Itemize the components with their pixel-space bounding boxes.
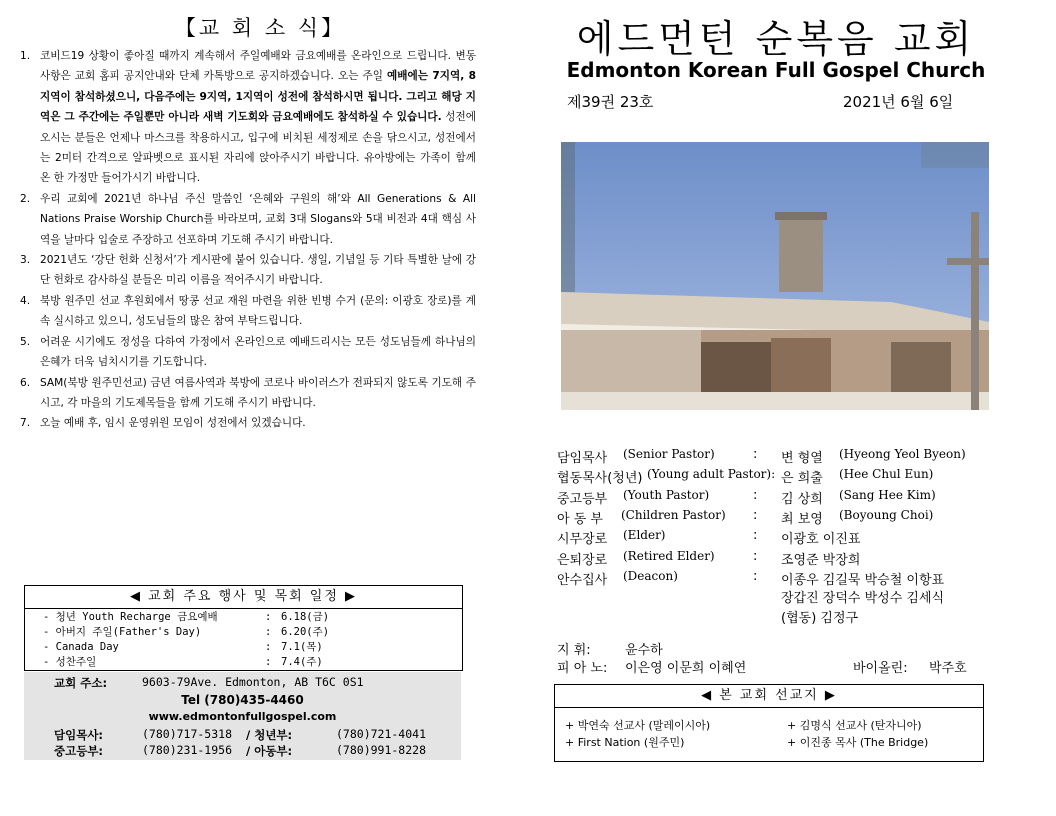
staff-role-english: (Children Pastor) [621, 508, 726, 522]
event-colon: : [265, 626, 272, 638]
staff-role: 안수집사 [557, 573, 608, 588]
mission-title: ◀ 본 교회 선교지 ▶ [555, 685, 983, 708]
staff-name: 이광호 이진표 [781, 532, 861, 547]
news-text: 2021년도 ‘강단 헌화 신청서’가 게시판에 붙어 있습니다. 생일, 기념일 등 기타 특별한 날에 강단 헌화로 감사하실 분들은 미리 이름을 적어주시기 바랍니다. [40, 254, 476, 287]
news-item-number: 5. [20, 335, 31, 348]
staff-role-english: (Elder) [623, 528, 666, 542]
young-adult-phone: (780)721-4041 [336, 727, 427, 741]
staff-role-english: (Youth Pastor) [623, 488, 710, 502]
event-row [25, 640, 462, 655]
news-item-number: 7. [20, 417, 31, 430]
staff-role-english: (Retired Elder) [623, 549, 715, 563]
mission-box [554, 684, 984, 762]
bulletin-date: 2021년 6월 6일 [843, 93, 954, 111]
news-text: 북방 원주민 선교 후원회에서 땅콩 선교 재원 마련을 위한 빈병 수거 (문의: 이광호 장로)를 계속 실시하고 있으니, 성도님들의 많은 참여 부탁드립니다. [40, 294, 476, 328]
staff-colon: : [753, 508, 758, 523]
staff-name: 장갑진 장덕수 박성수 김세식 [781, 591, 945, 606]
staff-role: 담임목사 [557, 451, 608, 466]
staff-name: 조영준 박장희 [781, 553, 861, 568]
event-date: 6.20(주) [281, 626, 330, 638]
conductor-label: 지 휘: [557, 643, 591, 658]
contact-box [24, 672, 461, 760]
staff-role: 시무장로 [557, 532, 608, 547]
church-website[interactable]: www.edmontonfullgospel.com [148, 710, 337, 723]
news-item-text [40, 250, 476, 291]
events-box [24, 585, 463, 671]
news-list [20, 46, 476, 434]
event-date: 6.18(금) [281, 611, 330, 623]
issue-number: 제39권 23호 [567, 93, 654, 111]
event-row [25, 655, 462, 670]
event-row [25, 625, 462, 640]
mission-item: + 박연숙 선교사 (말레이시아) [565, 719, 711, 732]
news-item [20, 413, 476, 433]
staff-name: 이종우 김길묵 박승철 이항표 [781, 573, 945, 588]
staff-name: 변 형열 [781, 451, 823, 466]
news-item [20, 332, 476, 373]
news-item-number: 4. [20, 294, 31, 307]
news-text-bold: 예배에는 7지역, 8지역이 참석하셨으니, 다음주에는 9지역, 1지역이 성전에 참석하시면 됩니다. 그리고 해당 지역은 그 주간에는 주일뿐만 아니라 새벽 기도회와 금요예배에도 참석하실 수 있습니다. [40, 70, 477, 124]
youth-phone: (780)231-1956 [142, 743, 233, 757]
staff-name: 김 상희 [781, 492, 823, 507]
news-text: 어려운 시기에도 정성을 다하여 가정에서 온라인으로 예배드리시는 모든 성도님들께 하나님의 은혜가 더욱 넘치시기를 기도합니다. [40, 335, 476, 369]
news-item-number: 1. [20, 50, 31, 62]
event-row [25, 610, 462, 625]
mission-item: + 이진종 목사 (The Bridge) [787, 736, 929, 749]
event-label: - Canada Day [43, 641, 119, 653]
event-label: - 성찬주일 [43, 656, 97, 668]
staff-name: 은 희출 [781, 471, 823, 486]
church-name-korean: 에드먼턴 순복음 교회 [576, 17, 976, 61]
news-item-text [40, 189, 476, 250]
news-text: 성전에 오시는 분들은 언제나 마스크를 착용하시고, 입구에 비치된 세정제로 손을 닦으시고, 성전에서는 2미터 간격으로 알파벳으로 표시된 자리에 앉아주시기 바랍니다. 유아방에는 가족이 함께 온 한 가정만 들어가시기 바랍니다. [40, 111, 476, 185]
senior-pastor-phone: (780)717-5318 [142, 727, 233, 741]
staff-name: 최 보영 [781, 512, 823, 527]
event-colon: : [265, 641, 272, 653]
event-date: 7.4(주) [281, 656, 323, 668]
news-item [20, 46, 476, 189]
children-phone-label: / 아동부: [246, 744, 293, 758]
pianist-label: 피 아 노: [557, 661, 608, 676]
event-colon: : [265, 611, 272, 623]
pianists: 이은영 이문희 이혜연 [625, 661, 747, 676]
staff-name: (협동) 김정구 [781, 611, 859, 626]
church-building-illustration [561, 142, 989, 410]
news-item [20, 250, 476, 291]
violinist: 박주호 [929, 661, 967, 676]
news-item-text [40, 373, 476, 414]
event-label: - 아버지 주일(Father's Day) [43, 626, 202, 638]
news-item-text [40, 413, 476, 433]
staff-role: 중고등부 [557, 492, 608, 507]
address-label: 교회 주소: [54, 676, 108, 690]
staff-role: 협동목사(청년) [557, 471, 643, 486]
news-text: 우리 교회에 2021년 하나님 주신 말씀인 ‘은혜와 구원의 해’와 All Generations & All Nations Praise Worship Church를 바라보며, 교회 3대 Slogans와 5대 비전과 4대 핵심 사역을 날마다 입술로 주장하고 선포하며 기도해 주시기 바랍니다. [40, 192, 476, 246]
news-text: SAM(북방 원주민선교) 금년 여름사역과 북방에 코로나 바이러스가 전파되지 않도록 기도해 주시고, 각 마을의 기도제목들을 함께 기도해 주시기 바랍니다. [40, 376, 476, 409]
young-adult-phone-label: / 청년부: [246, 728, 293, 742]
violinist-label: 바이올린: [853, 661, 908, 676]
senior-pastor-phone-label: 담임목사: [54, 728, 104, 742]
mission-item: + First Nation (원주민) [565, 736, 685, 749]
staff-colon: : [753, 569, 758, 584]
children-phone: (780)991-8228 [336, 743, 427, 757]
staff-role-english: (Young adult Pastor): [647, 467, 776, 481]
staff-colon: : [753, 488, 758, 503]
event-colon: : [265, 656, 272, 668]
staff-name-english: (Hyeong Yeol Byeon) [839, 447, 966, 461]
events-title: ◀ 교회 주요 행사 및 목회 일정 ▶ [25, 586, 462, 609]
news-text: 오늘 예배 후, 임시 운영위원 모임이 성전에서 있겠습니다. [40, 417, 306, 430]
staff-name-english: (Sang Hee Kim) [839, 488, 936, 502]
staff-role: 은퇴장로 [557, 553, 608, 568]
news-item [20, 373, 476, 414]
news-item [20, 291, 476, 332]
mission-item: + 김명식 선교사 (탄자니아) [787, 719, 922, 732]
church-name-english: Edmonton Korean Full Gospel Church [566, 58, 986, 82]
staff-colon: : [753, 447, 758, 462]
news-item-text [40, 291, 476, 332]
news-item-text [40, 332, 476, 373]
news-item [20, 189, 476, 250]
staff-role: 아 동 부 [557, 512, 603, 527]
news-title: 【교 회 소 식】 [174, 16, 346, 40]
news-item-number: 3. [20, 254, 31, 267]
staff-role-english: (Deacon) [623, 569, 678, 583]
events-rows [25, 609, 462, 670]
news-item-number: 2. [20, 192, 31, 205]
staff-name-english: (Boyoung Choi) [839, 508, 934, 522]
event-label: - 청년 Youth Recharge 금요예배 [43, 611, 218, 623]
address: 9603-79Ave. Edmonton, AB T6C 0S1 [142, 675, 364, 689]
news-item-text [40, 46, 476, 189]
staff-colon: : [753, 528, 758, 543]
news-text: 코비드19 상황이 좋아질 때까지 계속해서 주일예배와 금요예배를 온라인으로 드립니다. 변동사항은 교회 홈피 공지안내와 단체 카톡방으로 공지하겠습니다. 오는 주일 [40, 50, 476, 83]
music-ministry [557, 639, 997, 676]
staff-colon: : [753, 549, 758, 564]
conductor: 윤수하 [625, 643, 663, 658]
news-item-number: 6. [20, 376, 31, 389]
church-building-photo [561, 142, 989, 410]
church-tel: Tel (780)435-4460 [181, 693, 304, 707]
event-date: 7.1(목) [281, 641, 323, 653]
staff-name-english: (Hee Chul Eun) [839, 467, 934, 481]
youth-phone-label: 중고등부: [54, 744, 104, 758]
staff-role-english: (Senior Pastor) [623, 447, 715, 461]
